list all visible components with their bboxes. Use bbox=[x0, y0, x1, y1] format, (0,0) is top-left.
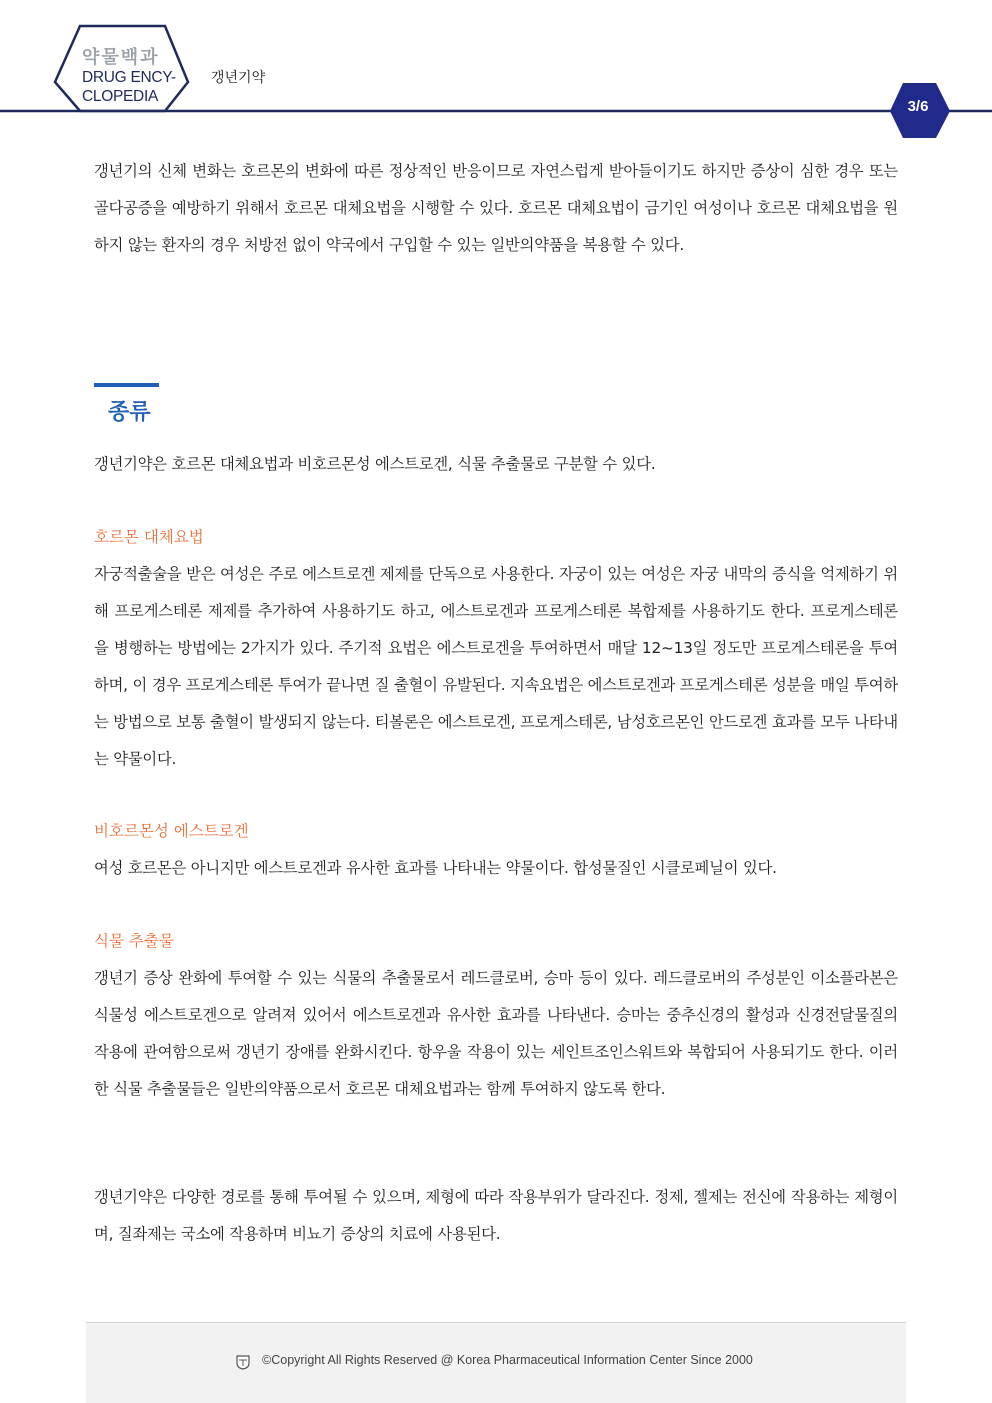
subsection-text: 여성 호르몬은 아니지만 에스트로겐과 유사한 효과를 나타내는 약물이다. 합성물질인 시클로페닐이 있다. bbox=[94, 859, 777, 877]
subsection-title: 비호르몬성 에스트로겐 bbox=[94, 822, 249, 840]
logo-english bbox=[82, 68, 192, 106]
document-title: 갱년기약 bbox=[211, 70, 266, 86]
page-number: 3/6 bbox=[907, 98, 929, 115]
kpic-emblem-icon bbox=[235, 1354, 251, 1370]
subsection-nonhormonal-estrogen bbox=[94, 813, 898, 887]
intro-paragraph: 갱년기의 신체 변화는 호르몬의 변화에 따른 정상적인 반응이므로 자연스럽게 받아들이기도 하지만 증상이 심한 경우 또는 골다공증을 예방하기 위해서 호르몬 대체요법을 시행할 수 있다. 호르몬 대체요법이 금기인 여성이나 호르몬 대체요법을 원하지 않는 환자의 경우 처방전 없이 약국에서 구입할 수 있는 일반의약품을 복용할 수 있다. bbox=[94, 162, 898, 254]
subsection-text: 갱년기 증상 완화에 투여할 수 있는 식물의 추출물로서 레드클로버, 승마 등이 있다. 레드클로버의 주성분인 이소플라본은 식물성 에스트로겐으로 알려져 있어서 에스트로겐과 유사한 효과를 나타낸다. 승마는 중추신경의 활성과 신경전달물질의 작용에 관여함으로써 갱년기 장애를 완화시킨다. 항우울 작용이 있는 세인트조인스워트와 복합되어 사용되기도 한다. 이러한 식물 추출물들은 일반의약품으로서 호르몬 대체요법과는 함께 투여하지 않도록 한다. bbox=[94, 969, 898, 1098]
subsection-text: 자궁적출술을 받은 여성은 주로 에스트로겐 제제를 단독으로 사용한다. 자궁이 있는 여성은 자궁 내막의 증식을 억제하기 위해 프로게스테론 제제를 추가하여 사용하기도 하고, 에스트로겐과 프로게스테론 복합제를 사용하기도 한다. 프로게스테론을 병행하는 방법에는 2가지가 있다. 주기적 요법은 에스트로겐을 투여하면서 매달 12~13일 정도만 프로게스테론을 투여하며, 이 경우 프로게스테론 투여가 끝나면 질 출혈이 유발된다. 지속요법은 에스트로겐과 프로게스테론 성분을 매일 투여하는 방법으로 보통 출혈이 발생되지 않는다. 티볼론은 에스트로겐, 프로게스테론, 남성호르몬인 안드로겐 효과를 모두 나타내는 약물이다. bbox=[94, 565, 898, 768]
section-summary: 갱년기약은 호르몬 대체요법과 비호르몬성 에스트로겐, 식물 추출물로 구분할 수 있다. bbox=[94, 455, 656, 473]
closing-paragraph: 갱년기약은 다양한 경로를 통해 투여될 수 있으며, 제형에 따라 작용부위가 달라진다. 정제, 젤제는 전신에 작용하는 제형이며, 질좌제는 국소에 작용하며 비뇨기 증상의 치료에 사용된다. bbox=[94, 1188, 898, 1243]
subsection-plant-extract bbox=[94, 923, 898, 1108]
intro-block bbox=[94, 153, 898, 264]
subsection-title: 호르몬 대체요법 bbox=[94, 528, 204, 546]
logo-english-line2: CLOPEDIA bbox=[82, 88, 158, 105]
logo-english-line1: DRUG ENCY- bbox=[82, 69, 176, 86]
section-title: 종류 bbox=[108, 400, 151, 425]
subsection-hormone-therapy bbox=[94, 519, 898, 778]
page-header bbox=[0, 0, 992, 140]
closing-block bbox=[94, 1179, 898, 1253]
subsection-title: 식물 추출물 bbox=[94, 932, 174, 950]
section-summary-block bbox=[94, 446, 898, 483]
copyright-text: ©Copyright All Rights Reserved @ Korea Pharmaceutical Information Center Since 2000 bbox=[262, 1353, 753, 1367]
section-accent-bar bbox=[94, 383, 159, 387]
logo-korean: 약물백과 bbox=[82, 47, 160, 68]
